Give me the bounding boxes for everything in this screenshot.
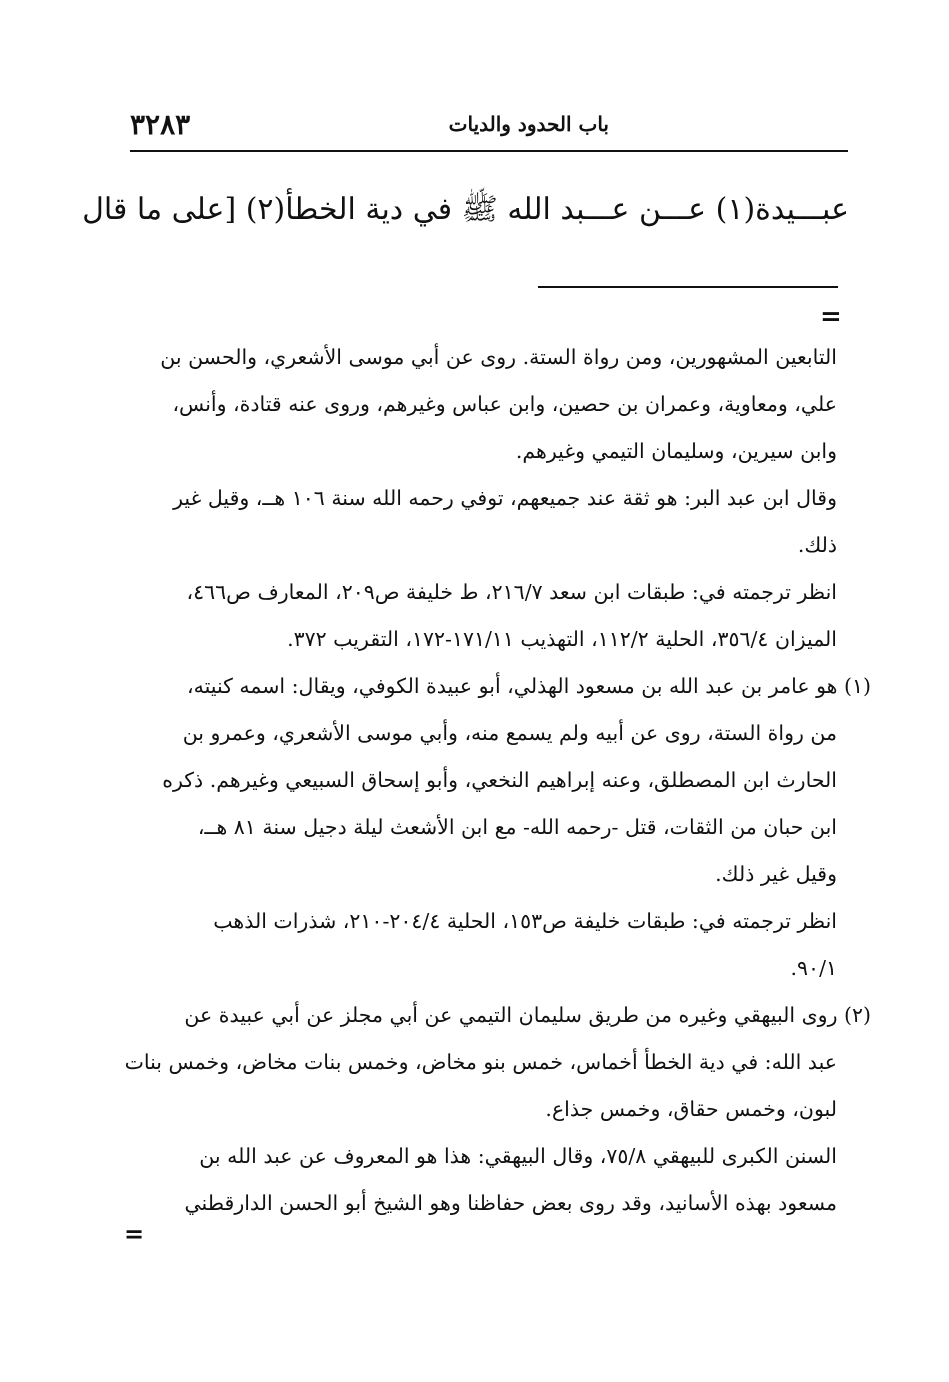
footnote-line: (٢) روى البيهقي وغيره من طريق سليمان التيمي عن أبي مجلز عن أبي عبيدة عن bbox=[184, 1003, 871, 1027]
footnote-continuation-paragraph bbox=[130, 334, 837, 475]
footnote-line: ذلك. bbox=[797, 533, 837, 557]
footnote-line: انظر ترجمته في: طبقات خليفة ص١٥٣، الحلية ٢٠٤/٤-٢١٠، شذرات الذهب bbox=[213, 909, 837, 933]
footnote-line: الحارث ابن المصطلق، وعنه إبراهيم النخعي، وأبو إسحاق السبيعي وغيرهم. ذكره bbox=[162, 768, 837, 792]
header-rule bbox=[130, 150, 848, 152]
page-number: ٣٢٨٣ bbox=[130, 108, 191, 141]
footnote-line: من رواة الستة، روى عن أبيه ولم يسمع منه، وأبي موسى الأشعري، وعمرو بن bbox=[182, 721, 837, 745]
footnote-line: انظر ترجمته في: طبقات ابن سعد ٢١٦/٧، ط خليفة ص٢٠٩، المعارف ص٤٦٦، bbox=[186, 580, 837, 604]
bottom-continuation-mark: = bbox=[124, 1219, 145, 1248]
footnote-line: ابن حبان من الثقات، قتل -رحمه الله- مع ابن الأشعث ليلة دجيل سنة ٨١ هــ، bbox=[197, 815, 837, 839]
footnote-2 bbox=[124, 992, 871, 1133]
footnote-line: علي، ومعاوية، وعمران بن حصين، وابن عباس وغيرهم، وروى عنه قتادة، وأنس، bbox=[172, 392, 837, 416]
page-header bbox=[130, 108, 849, 144]
footnote-line: (١) هو عامر بن عبد الله بن مسعود الهذلي، أبو عبيدة الكوفي، ويقال: اسمه كنيته، bbox=[186, 674, 871, 698]
footnote-line: وقال ابن عبد البر: هو ثقة عند جميعهم، توفي رحمه الله سنة ١٠٦ هــ، وقيل غير bbox=[173, 486, 837, 510]
footnote-line: مسعود بهذه الأسانيد، وقد روى بعض حفاظنا وهو الشيخ أبو الحسن الدارقطني bbox=[184, 1191, 837, 1215]
footnote-line: وابن سيرين، وسليمان التيمي وغيرهم. bbox=[515, 439, 837, 463]
footnote-line: السنن الكبرى للبيهقي ٧٥/٨، وقال البيهقي: هذا هو المعروف عن عبد الله بن bbox=[199, 1144, 837, 1168]
footnote-line: ٩٠/١. bbox=[790, 956, 837, 980]
footnote-line: الميزان ٣٥٦/٤، الحلية ١١٢/٢، التهذيب ١٧١/١١-١٧٢، التقريب ٣٧٢. bbox=[287, 627, 837, 651]
footnote-line: عبد الله: في دية الخطأ أخماس، خمس بنو مخاض، وخمس بنات مخاض، وخمس بنات bbox=[124, 1050, 837, 1074]
continuation-mark: = bbox=[820, 302, 842, 332]
main-text-line: عبـــيدة(١) عـــن عـــبد الله ﷺ في دية الخطأ(٢) [على ما قال bbox=[82, 192, 849, 227]
footnotes bbox=[124, 334, 871, 1227]
sunan-paragraph bbox=[130, 1133, 837, 1227]
footnote-line: التابعين المشهورين، ومن رواة الستة. روى عن أبي موسى الأشعري، والحسن بن bbox=[160, 345, 837, 369]
footnote-separator bbox=[538, 286, 838, 288]
running-title: باب الحدود والديات bbox=[448, 112, 609, 136]
footnote-line: لبون، وخمس حقاق، وخمس جذاع. bbox=[545, 1097, 837, 1121]
footnote-1 bbox=[130, 663, 871, 898]
reference-paragraph-2 bbox=[130, 898, 837, 992]
footnote-line: وقيل غير ذلك. bbox=[715, 862, 837, 886]
ibn-abd-al-barr-paragraph bbox=[130, 475, 837, 569]
reference-paragraph-1 bbox=[130, 569, 837, 663]
